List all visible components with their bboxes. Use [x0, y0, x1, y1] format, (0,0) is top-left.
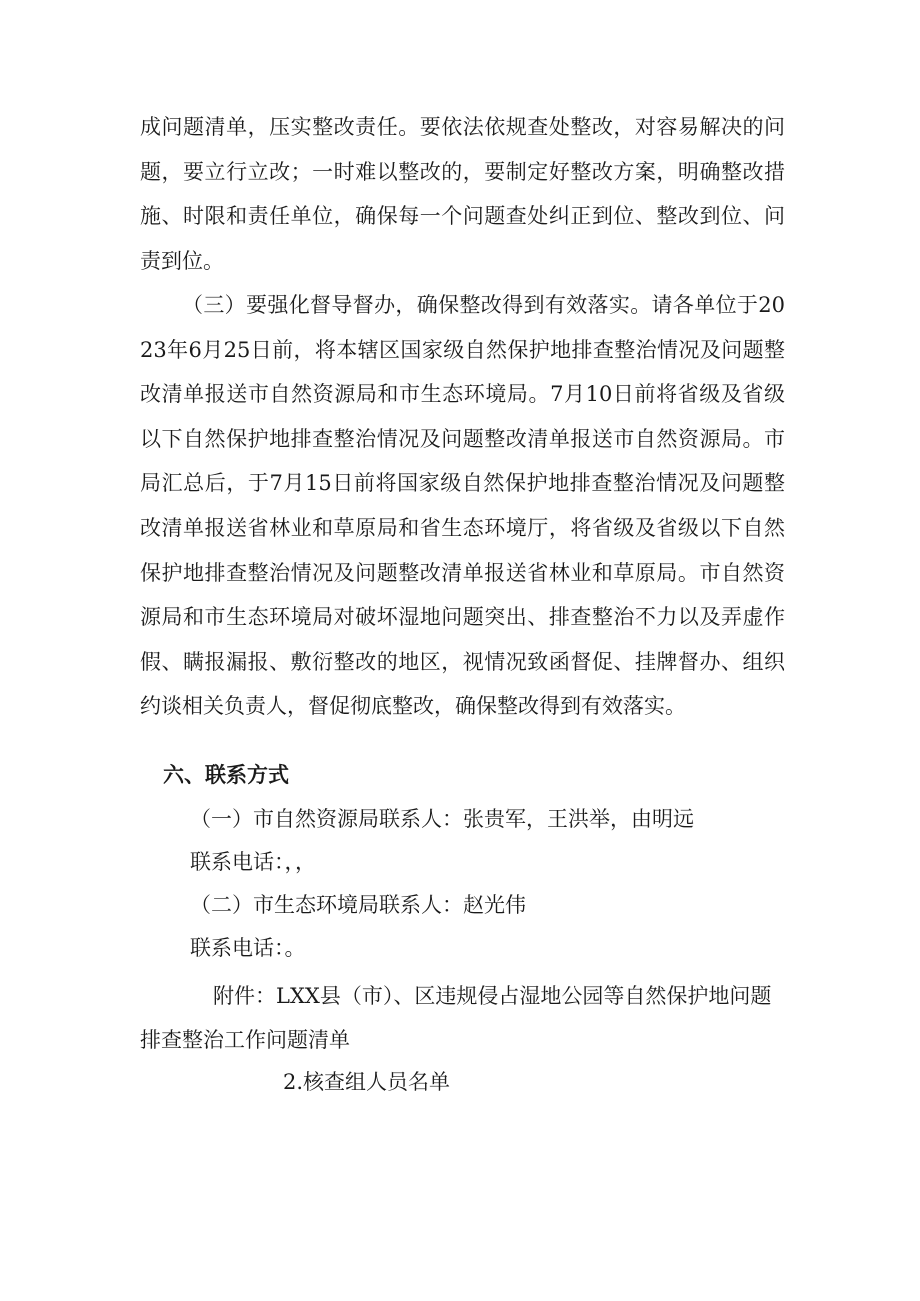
section-heading-contact: 六、联系方式 [163, 763, 289, 787]
contact-natural-resources-phone: 联系电话：，， [190, 850, 316, 874]
paragraph-rectification: 成问题清单，压实整改责任。要依法依规查处整改，对容易解决的问题，要立行立改；一时难以整改的，要制定好整改方案，明确整改措施、时限和责任单位，确保每一个问题查处纠正到位、整改到位、问责到位。 [140, 115, 785, 273]
contact-natural-resources: （一）市自然资源局联系人：张贵军，王洪举，由明远 [190, 807, 694, 831]
paragraph-supervision: （三）要强化督导督办，确保整改得到有效落实。请各单位于2023年6月25日前，将本辖区国家级自然保护地排查整治情况及问题整改清单报送市自然资源局和市生态环境局。7月10日前将省级及省级以下自然保护地排查整治情况及问题整改清单报送市自然资源局。市局汇总后，于7月15日前将国家级自然保护地排查整治情况及问题整改清单报送省林业和草原局和省生态环境厅，将省级及省级以下自然保护地排查整治情况及问题整改清单报送省林业和草原局。市自然资源局和市生态环境局对破坏湿地问题突出、排查整治不力以及弄虚作假、瞒报漏报、敷衍整改的地区，视情况致函督促、挂牌督办、组织约谈相关负责人，督促彻底整改，确保整改得到有效落实。 [140, 293, 785, 719]
contact-ecology-environment-phone: 联系电话：。 [190, 936, 306, 960]
attachment-list-item-2: 2.核查组人员名单 [283, 1070, 451, 1094]
contact-ecology-environment: （二）市生态环境局联系人：赵光伟 [190, 893, 526, 917]
attachment-list-item-1: 附件：LXX县（市）、区违规侵占湿地公园等自然保护地问题排查整治工作问题清单 [140, 984, 772, 1052]
